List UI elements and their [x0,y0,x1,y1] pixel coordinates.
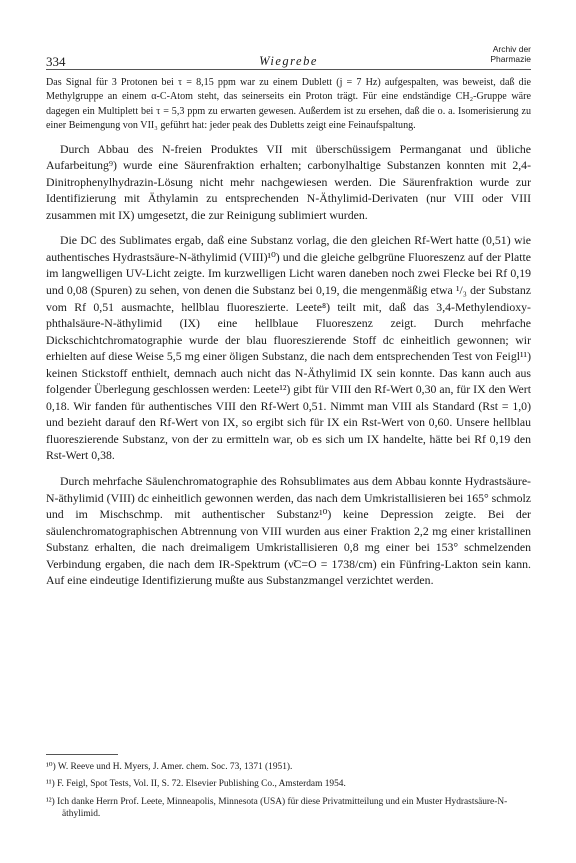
footnote-rule [46,754,118,755]
page-header [46,40,531,70]
journal-name-line2: Pharmazie [490,54,531,64]
footnote-12: ¹²) Ich danke Herrn Prof. Leete, Minneapolis, Minnesota (USA) für diese Privatmitteilung und ein Muster Hydrastsäure-N-äthylimid. [46,796,508,819]
page-number: 334 [46,54,66,69]
paragraph-tlc: Die DC des Sublimates ergab, daß eine Substanz vorlag, die den gleichen Rf-Wert hatte (0,51) wie authentisches Hydrastsäure-N-äthylimid (VIII)¹⁰) und die gleiche gelbgrüne Fluoreszenz auf der Platte im langwelligen UV-Licht zeigte. Im kurzwelligen Licht waren daneben noch zwei Flecke bei Rf 0,19 und 0,08 (Spuren) zu sehen, von denen die Substanz bei 0,19, die mengenmäßig etwa ¹/₃ der Substanz vom Rf 0,51 ausmachte, hellblau fluoreszierte. Leete⁸) teilt mit, daß das 3,4-Methylendioxy-phthalsäure-N-äthylimid (IX) eine hellblaue Fluoreszenz zeigt. Durch mehrfache Dickschichtchromatographie wurde der blau fluoreszierende Stoff dc einheitlich gewonnen; wir erhielten auf diese Weise 5,5 mg einer öligen Substanz, die nach dem entsprechenden Test von Feigl¹¹) keinen Stickstoff enthielt, demnach auch nicht das N-Äthylimid IX sein konnte. Das kann auch aus folgender Überlegung geschlossen werden: Leete¹²) gibt für VIII den Rf-Wert 0,30 an, für IX den Wert 0,18. Wir fanden für authentisches VIII den Rf-Wert 0,51. Nimmt man VIII als Standard (Rst = 1,0) und bezieht darauf den Rf-Wert von IX, so ergibt sich für IX ein Rst-Wert von 0,60. Unsere hellblau fluoreszierende Substanz, von der zu ermitteln war, ob es sich um IX handelte, hätte bei Rf 0,19 den Rst-Wert 0,38. [46,233,531,463]
journal-name-line1: Archiv der [492,44,531,54]
footnotes [46,761,531,825]
journal-name [490,44,531,64]
footnote-10: ¹⁰) W. Reeve und H. Myers, J. Amer. chem. Soc. 73, 1371 (1951). [46,762,293,772]
paragraph-column-chromatography: Durch mehrfache Säulenchromatographie des Rohsublimates aus dem Abbau konnte Hydrastsäure-N-äthylimid (VIII) dc einheitlich gewonnen werden, das nach dem Umkristallisieren bei 165° schmolz und im Mischschmp. mit authentischer Substanz¹⁰) keine Depression zeigte. Bei der säulenchromatographischen Abtrennung von VIII wurden aus einer Fraktion 2,2 mg einer kristallinen Substanz erhalten, die nach dreimaligem Umkristallisieren 0,8 mg einer bei 153° schmelzenden Verbindung ergaben, die nach dem IR-Spektrum (ν̃C=O = 1738/cm) ein Fünfring-Lakton sein kann. Auf eine eindeutige Identifizierung mußte aus Substanzmangel verzichtet werden. [46,474,531,588]
footnote-11: ¹¹) F. Feigl, Spot Tests, Vol. II, S. 72. Elsevier Publishing Co., Amsterdam 1954. [46,779,346,790]
paragraph-degradation: Durch Abbau des N-freien Produktes VII mit überschüssigem Permanganat und übliche Aufarbeitung⁹) wurde eine Säurenfraktion erhalten; carbonylhaltige Substanzen konnten mit 2,4-Dinitrophenylhydrazin-Lösung nicht mehr nachgewiesen werden. Die Säurenfraktion wurde zur Identifizierung mit Äthylamin zu entsprechenden N-Äthylimid-Derivaten (nur VIII oder VIII zusammen mit IX) umgesetzt, die zur Reinigung sublimiert wurden. [46,141,531,222]
paragraph-nmr: Das Signal für 3 Protonen bei τ = 8,15 ppm war zu einem Dublett (j = 7 Hz) aufgespalten, was beweist, daß die Methylgruppe an einem α-C-Atom steht, das seinerseits ein Proton trägt. Für eine endständige CH₂-Gruppe wäre dagegen ein Multiplett bei τ = 5,3 ppm zu erwarten gewesen. Außerdem ist zu ersehen, daß die o. a. Isomerisierung zu einer Beimengung von VII₃ geführt hat: jeder peak des Dubletts zeigt eine Feinaufspaltung. [46,77,531,132]
header-rule [46,69,531,70]
running-title: Wiegrebe [259,54,318,68]
body-text [46,76,531,598]
